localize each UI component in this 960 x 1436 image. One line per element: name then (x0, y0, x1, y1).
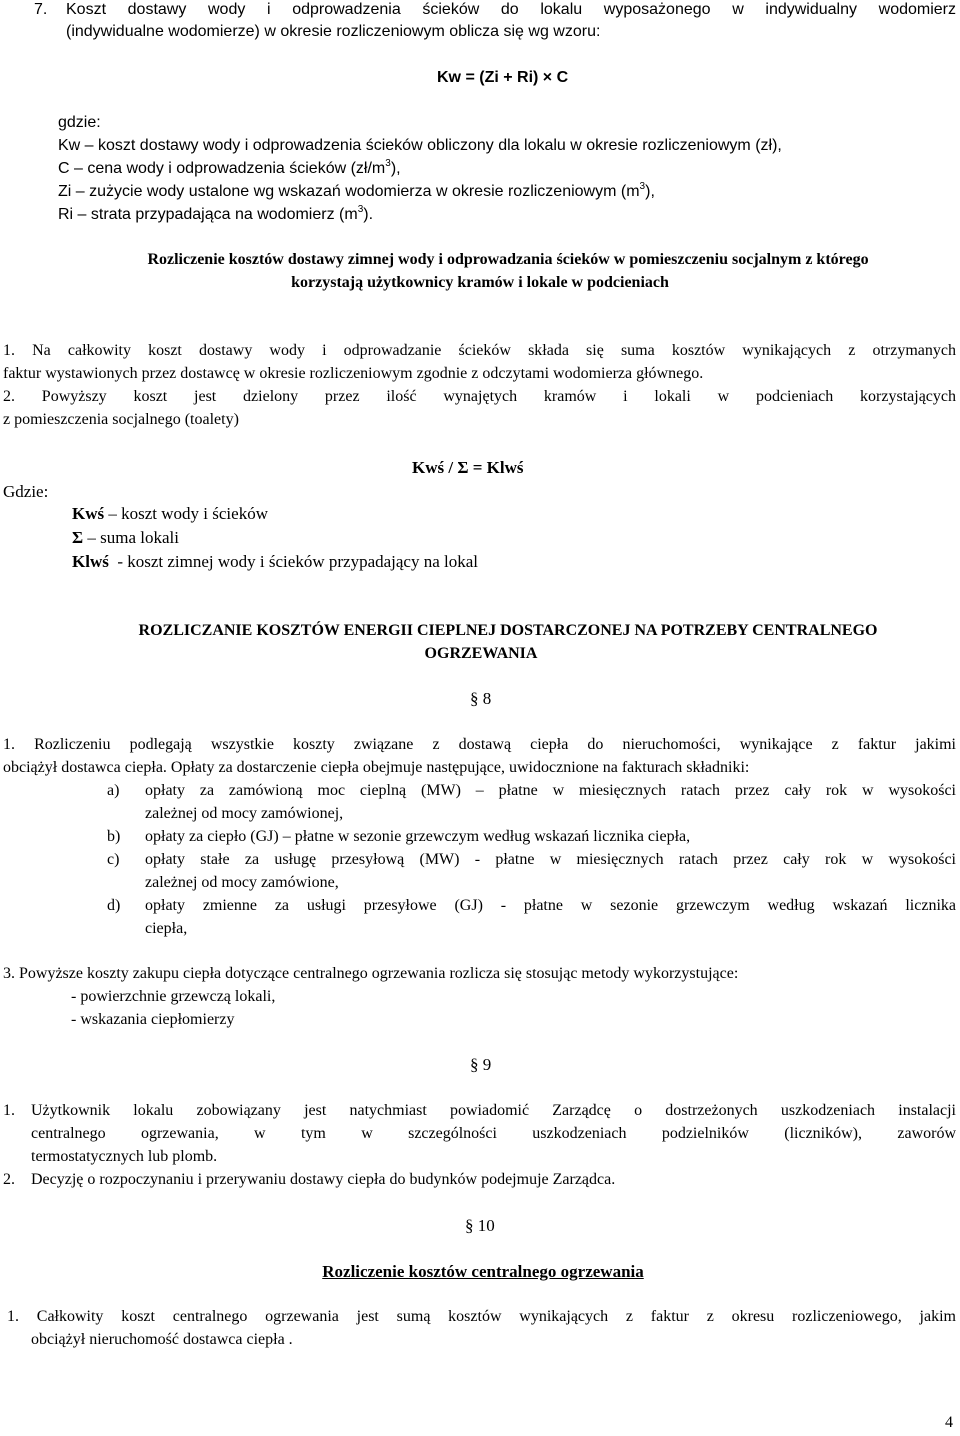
list-a-line2: zależnej od mocy zamówionej, (145, 805, 344, 822)
heat-title-line2: OGRZEWANIA (424, 645, 538, 662)
formula-kws: Kwś / Σ = Klwś (412, 458, 524, 477)
s9-item1-line2: centralnego ogrzewania, w tym w szczególności uszkodzeniach podzielników (liczników), zaworów (31, 1125, 956, 1142)
def-kws: Kwś – koszt wody i ścieków (72, 504, 268, 523)
paragraph-8: § 8 (470, 689, 492, 708)
co-title: Rozliczenie kosztów centralnego ogrzewania (322, 1262, 644, 1281)
list-c-line2: zależnej od mocy zamówione, (145, 874, 339, 891)
heat-p3: 3. Powyższe koszty zakupu ciepła dotyczące centralnego ogrzewania rozlicza się stosując metody wykorzystujące: (3, 965, 739, 982)
co-item1-line2: obciążył nieruchomość dostawca ciepła . (31, 1331, 293, 1348)
social-p1-line2: faktur wystawionych przez dostawcę w okresie rozliczeniowym zgodnie z odczytami wodomierza głównego. (3, 365, 704, 382)
social-title-line1: Rozliczenie kosztów dostawy zimnej wody i odprowadzania ścieków w pomieszczeniu socjalnym z którego (147, 251, 869, 268)
formula-kw: Kw = (Zi + Ri) × C (437, 69, 569, 86)
def-c: C – cena wody i odprowadzenia ścieków $(zł/m^3)$, (58, 158, 401, 177)
social-p2-line1: 2. Powyższy koszt jest dzielony przez ilość wynajętych kramów i lokali w podcieniach korzystających (3, 388, 956, 405)
s9-item1-number: 1. (3, 1102, 15, 1119)
list-label-d: d) (107, 897, 121, 914)
social-p1-line1: 1. Na całkowity koszt dostawy wody i odprowadzanie ścieków składa się suma kosztów wynikających z otrzymanych (3, 342, 956, 359)
list-label-a: a) (107, 782, 120, 799)
s9-item2: Decyzję o rozpoczynaniu i przerywaniu dostawy ciepła do budynków podejmuje Zarządca. (31, 1171, 616, 1188)
list-a-line1: opłaty za zamówioną moc cieplną (MW) – płatne w miesięcznych ratach przez cały rok w wysokości (145, 782, 956, 799)
heat-title-line1: ROZLICZANIE KOSZTÓW ENERGII CIEPLNEJ DOSTARCZONEJ NA POTRZEBY CENTRALNEGO (138, 622, 878, 639)
s9-item1-line3: termostatycznych lub plomb. (31, 1148, 218, 1165)
s9-item1-line1: Użytkownik lokalu zobowiązany jest natychmiast powiadomić Zarządcę o dostrzeżonych uszkodzeniach instalacji (31, 1102, 956, 1119)
social-title-line2: korzystają użytkownicy kramów i lokale w podcieniach (291, 274, 669, 291)
section-number: 7. (34, 1, 48, 18)
s9-item2-number: 2. (3, 1171, 15, 1188)
social-p2-line2: z pomieszczenia socjalnego (toalety) (3, 411, 239, 428)
list-c-line1: opłaty stałe za usługę przesyłową (MW) - płatne w miesięcznych ratach przez cały rok w wysokości (145, 851, 956, 868)
list-b-line1: opłaty za ciepło (GJ) – płatne w sezonie grzewczym według wskazań licznika ciepła, (145, 828, 691, 845)
def-kw: Kw – koszt dostawy wody i odprowadzenia ścieków obliczony dla lokalu w okresie rozliczeniowym (zł), (58, 137, 782, 154)
sec7-gdzie: gdzie: (58, 114, 101, 131)
paragraph-10: § 10 (465, 1216, 495, 1235)
heat-p3-item2: - wskazania ciepłomierzy (71, 1011, 235, 1028)
paragraph-9: § 9 (470, 1055, 492, 1074)
co-item1-line1: 1. Całkowity koszt centralnego ogrzewania jest sumą kosztów wynikających z faktur z okresu rozliczeniowego, jakim (7, 1308, 956, 1325)
def-ri: Ri – strata przypadająca na wodomierz $(m^3)$. (58, 204, 374, 223)
social-gdzie: Gdzie: (3, 482, 49, 501)
def-sigma: Σ – suma lokali (72, 528, 179, 547)
list-label-b: b) (107, 828, 121, 845)
list-d-line1: opłaty zmienne za usługi przesyłowe (GJ) - płatne w sezonie grzewczym według wskazań licznika (145, 897, 956, 914)
heat-p1-line2: obciążył dostawca ciepła. Opłaty za dostarczenie ciepła obejmuje następujące, uwidocznione na fakturach składniki: (3, 759, 750, 776)
heat-p3-item1: - powierzchnie grzewczą lokali, (71, 988, 276, 1005)
page-number: 4 (945, 1414, 953, 1431)
list-d-line2: ciepła, (145, 920, 188, 937)
sec7-line1: Koszt dostawy wody i odprowadzenia ścieków do lokalu wyposażonego w indywidualny wodomierz (66, 1, 956, 18)
list-label-c: c) (107, 851, 120, 868)
def-zi: Zi – zużycie wody ustalone wg wskazań wodomierza w okresie rozliczeniowym $(m^3)$, (58, 181, 655, 200)
def-klws: Klwś - koszt zimnej wody i ścieków przypadający na lokal (72, 552, 479, 571)
heat-p1-line1: 1. Rozliczeniu podlegają wszystkie koszty związane z dostawą ciepła do nieruchomości, wynikające z faktur jakimi (3, 736, 956, 753)
sec7-line2: (indywidualne wodomierze) w okresie rozliczeniowym oblicza się wg wzoru: (66, 23, 601, 40)
